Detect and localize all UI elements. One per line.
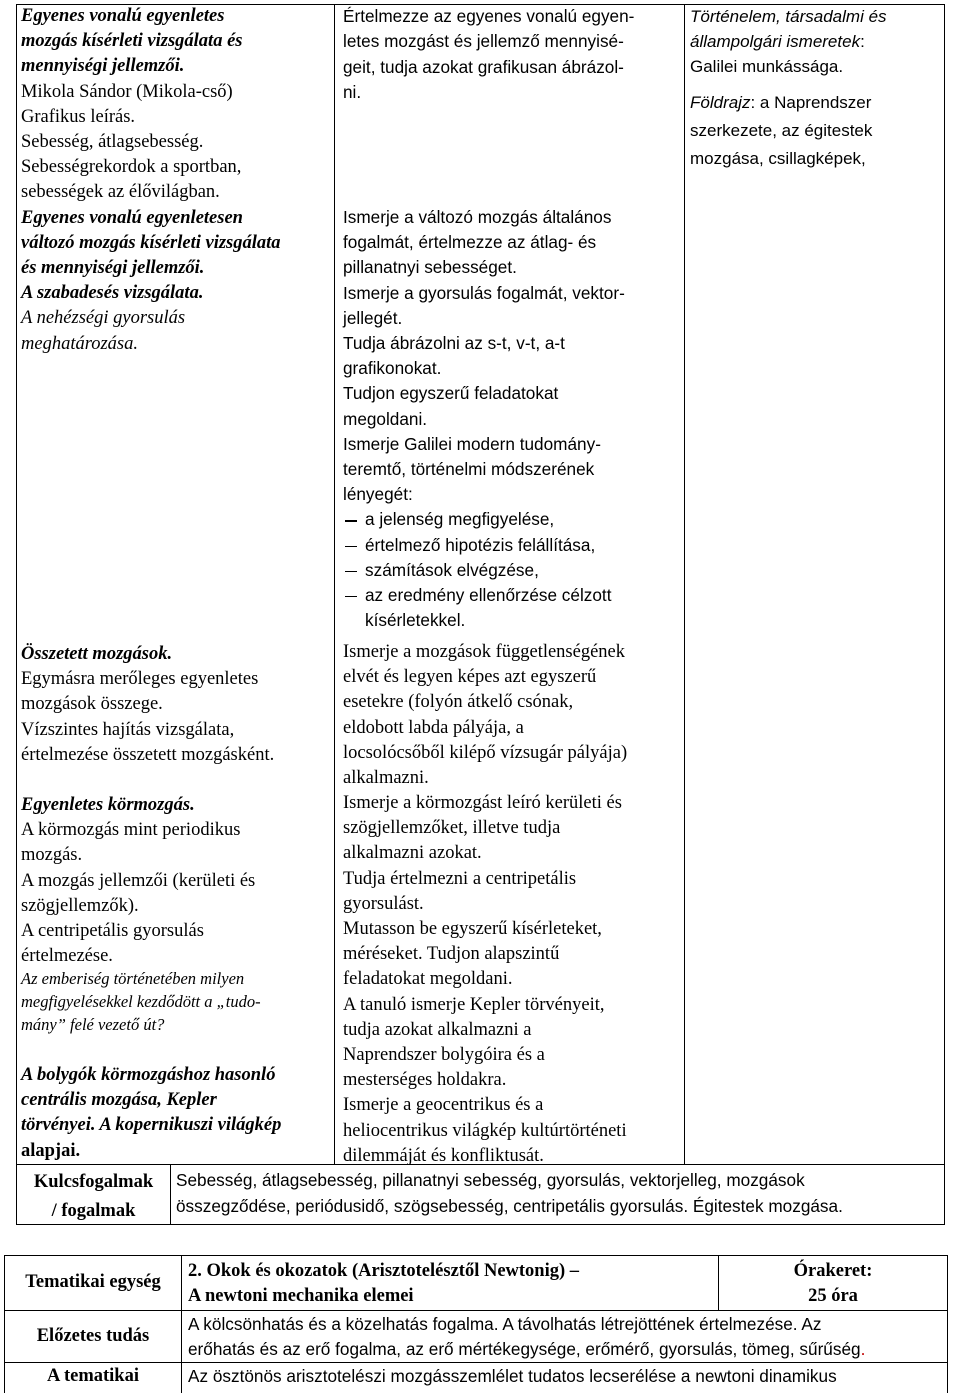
text-line: grafikonokat. [343, 358, 442, 379]
text-line: Grafikus leírás. [21, 106, 136, 127]
text-line: mány” felé vezető út? [21, 1015, 165, 1034]
text-line: locsolócsőből kilépő vízsugár pályája) [343, 742, 628, 763]
text-line: mozgás kísérleti vizsgálata és [21, 31, 243, 52]
text-line: A körmozgás mint periodikus [21, 820, 241, 841]
topic-block-uniform-motion [21, 4, 333, 357]
text-line: Értelmezze az egyenes vonalú egyen- [343, 6, 635, 26]
text-line: megoldani. [343, 408, 428, 429]
text-line: gyorsulást. [343, 893, 424, 914]
text-line: elvét és legyen képes azt egyszerű [343, 667, 597, 688]
hours-box: Órakeret: 25 óra [719, 1259, 947, 1309]
text-line: Tudjon egyszerű feladatokat [343, 383, 559, 404]
topic-block-kepler [21, 1063, 333, 1164]
unit-label: Tematikai egység [25, 1272, 161, 1292]
text-line: sebességek az élővilágban. [21, 182, 220, 203]
table2-col-divider [181, 1255, 182, 1393]
text-line: meghatározása. [21, 333, 138, 354]
text-line: mozgás. [21, 845, 83, 866]
text-line: Tudja értelmezni a centripetális [343, 868, 577, 889]
text-line: eldobott labda pályája, a [343, 717, 524, 738]
hours-value: 25 óra [808, 1286, 858, 1306]
table-border-right [944, 4, 945, 1225]
goal-text: Az ösztönös arisztotelészi mozgásszemlélet tudatos lecserélése a newtoni dinamikus [188, 1366, 837, 1386]
text-line: alapjai. [21, 1140, 81, 1161]
geography-text-3: mozgása, csillagképek, [690, 149, 866, 168]
text-line: mesterséges holdakra. [343, 1070, 507, 1091]
requirements-block-2 [343, 205, 683, 633]
text-line: Egyenes vonalú egyenletesen [21, 207, 243, 228]
text-line: Összetett mozgások. [21, 644, 173, 664]
text-line: alkalmazni azokat. [343, 843, 482, 864]
text-line: mozgások összege. [21, 694, 163, 715]
text-line: változó mozgás kísérleti vizsgálata [21, 232, 281, 253]
text-line: Ismerje Galilei modern tudomány- [343, 433, 601, 454]
column-divider-2 [684, 4, 685, 1164]
text-line: Vízszintes hajítás vizsgálata, [21, 719, 235, 740]
keyconcepts-text: Sebesség, átlagsebesség, pillanatnyi sebesség, gyorsulás, vektorjelleg, mozgások összegződése, periódusidő, szögsebesség, centripetális gyorsulás. Égitestek mozgása. [176, 1170, 843, 1216]
text-line: Egyenletes körmozgás. [21, 795, 195, 815]
text-line: Ismerje a mozgások függetlenségének [343, 642, 626, 662]
text-line: A tanuló ismerje Kepler törvényeit, [343, 994, 605, 1015]
table2-border-top [4, 1255, 948, 1256]
table2-row-divider-2 [4, 1362, 948, 1363]
text-line: A nehézségi gyorsulás [21, 308, 186, 329]
requirements-block-3 [343, 640, 683, 791]
text-line: pillanatnyi sebességet. [343, 257, 517, 278]
goal-label: A tematikai [47, 1366, 139, 1386]
text-line: alkalmazni. [343, 768, 429, 789]
topic-block-circular-motion [21, 793, 333, 969]
history-text: Galilei munkássága. [690, 57, 844, 76]
method-step-item: az eredmény ellenőrzése célzott [343, 583, 683, 608]
text-line: tudja azokat alkalmazni a [343, 1019, 532, 1040]
text-line: jellegét. [343, 307, 403, 328]
text-line: A bolygók körmozgáshoz hasonló [21, 1065, 276, 1085]
text-line: geit, tudja azokat grafikusan ábrázol- [343, 56, 624, 77]
text-line: A centripetális gyorsulás [21, 921, 204, 942]
connections-column: Történelem, társadalmi és állampolgári ismeretek: Galilei munkássága. Földrajz: a Naprendszer szerkezete, az égitestek mozgása, csillagképek, [690, 4, 942, 171]
keyconcepts-label: Kulcsfogalmak / fogalmak [33, 1172, 154, 1221]
geography-text-2: szerkezete, az égitestek [690, 121, 873, 140]
table-border-left [16, 4, 17, 1225]
geography-label: Földrajz [690, 93, 751, 112]
text-line: fogalmát, értelmezze az átlag- és [343, 232, 597, 253]
history-label: Történelem, társadalmi és [690, 7, 887, 26]
text-line: ni. [343, 81, 362, 102]
text-line: lényegét: [343, 484, 413, 505]
prereq-label: Előzetes tudás [36, 1326, 150, 1346]
text-line: Naprendszer bolygóira és a [343, 1045, 545, 1066]
text-line: A mozgás jellemzői (kerületi és [21, 870, 256, 891]
text-line: Az emberiség történetében milyen [21, 969, 245, 988]
history-label-2: állampolgári ismeretek [690, 32, 861, 51]
text-line: Ismerje a gyorsulás fogalmát, vektor- [343, 282, 625, 303]
topic-question [21, 967, 333, 1036]
text-line: Egymásra merőleges egyenletes [21, 669, 259, 690]
requirements-block-1 [343, 4, 683, 105]
text-line: Sebesség, átlagsebesség. [21, 132, 204, 153]
text-line: törvényei. A kopernikuszi világkép [21, 1115, 282, 1136]
text-line: és mennyiségi jellemzői. [21, 258, 205, 279]
text-line: Mikola Sándor (Mikola-cső) [21, 81, 233, 102]
text-line: mennyiségi jellemzői. [21, 56, 185, 77]
text-line: dilemmáját és konfliktusát. [343, 1145, 544, 1166]
text-line: A szabadesés vizsgálata. [21, 283, 204, 304]
text-line: teremtő, történelmi módszerének [343, 459, 595, 480]
text-line: Mutasson be egyszerű kísérleteket, [343, 919, 602, 940]
text-line: Ismerje a változó mozgás általános [343, 207, 612, 227]
unit-title: 2. Okok és okozatok (Arisztotelésztől Newtonig) – A newtoni mechanika elemei [188, 1261, 580, 1306]
method-step-item: számítások elvégzése, [343, 558, 683, 583]
text-line: szögjellemzőket, illetve tudja [343, 818, 561, 839]
text-line: értelmezése összetett mozgásként. [21, 744, 275, 765]
topic-block-compound-motion [21, 642, 333, 768]
text-line: Tudja ábrázolni az s-t, v-t, a-t [343, 333, 565, 354]
column-divider-1 [334, 4, 335, 1164]
text-line: Egyenes vonalú egyenletes [21, 6, 225, 26]
text-line: feladatokat megoldani. [343, 969, 513, 990]
table2-border-right [947, 1255, 948, 1393]
dash-continuation: kísérletekkel. [365, 610, 466, 631]
table2-row-divider-1 [4, 1310, 948, 1311]
text-line: Sebességrekordok a sportban, [21, 157, 242, 178]
content-column [21, 4, 333, 357]
text-line: Ismerje a körmozgást leíró kerületi és [343, 793, 622, 813]
text-line: megfigyelésekkel kezdődött a „tudo- [21, 992, 261, 1011]
text-line: centrális mozgása, Kepler [21, 1090, 217, 1111]
method-step-item: értelmező hipotézis felállítása, [343, 533, 683, 558]
text-line: értelmezése. [21, 946, 113, 967]
text-line: Ismerje a geocentrikus és a [343, 1095, 544, 1116]
keyconcepts-label-divider [170, 1164, 171, 1225]
prereq-text: A kölcsönhatás és a közelhatás fogalma. A távolhatás létrejöttének értelmezése. Az erőhatás és az erő fogalma, az erő mértékegysége, erőmérő, gyorsulás, tömeg, sűrűség. [188, 1314, 866, 1359]
text-line: méréseket. Tudjon alapszintű [343, 944, 560, 965]
text-line: esetekre (folyón átkelő csónak, [343, 692, 574, 713]
method-step-item: a jelenség megfigyelése, [343, 507, 683, 532]
text-line: heliocentrikus világkép kultúrtörténeti [343, 1120, 627, 1141]
text-line: letes mozgást és jellemző mennyisé- [343, 31, 624, 52]
requirements-block-4 [343, 791, 683, 1169]
text-line: szögjellemzők). [21, 895, 139, 916]
